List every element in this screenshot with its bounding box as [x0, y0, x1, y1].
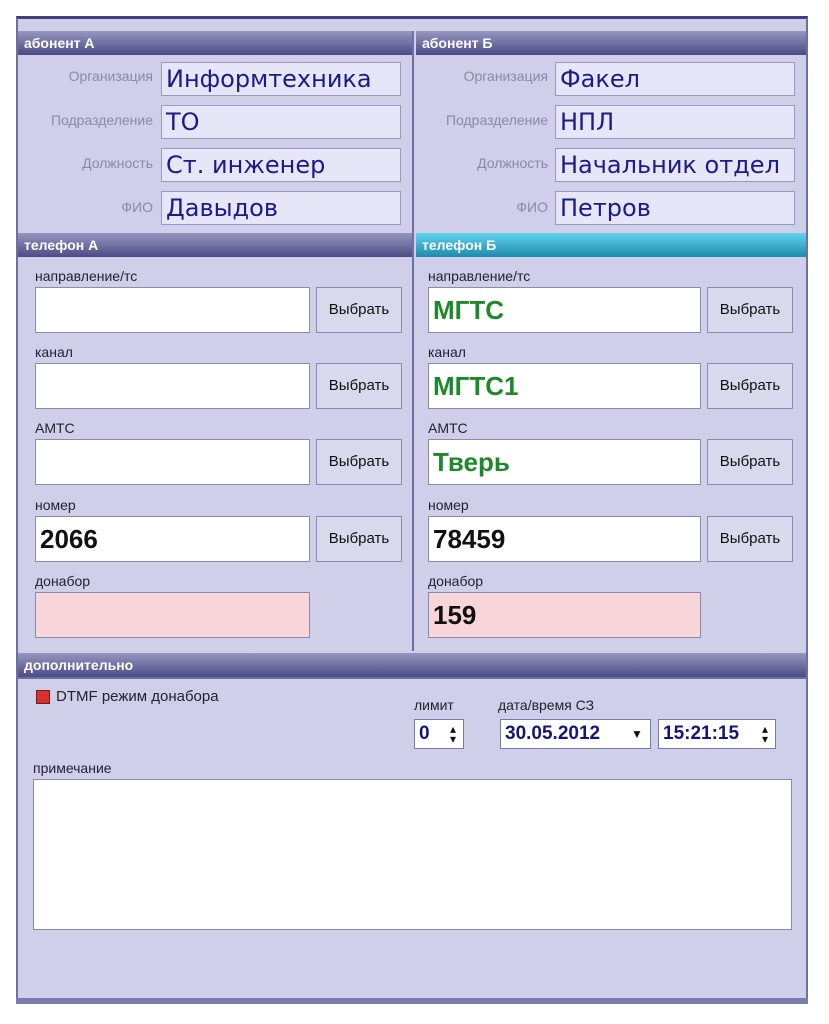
amts-b-input[interactable]: Тверь — [428, 439, 701, 485]
label-number-a: номер — [35, 497, 76, 513]
amts-a-input[interactable] — [35, 439, 310, 485]
subscriber-a-header: абонент А — [18, 31, 412, 55]
extra-b-input[interactable]: 159 — [428, 592, 701, 638]
direction-a-input[interactable] — [35, 287, 310, 333]
label-department-b: Подразделение — [445, 112, 548, 128]
direction-b-input[interactable]: МГТС — [428, 287, 701, 333]
note-textarea[interactable] — [33, 779, 792, 930]
name-a-field[interactable]: Давыдов — [161, 191, 401, 225]
label-amts-a: АМТС — [35, 420, 75, 436]
label-extra-b: донабор — [428, 573, 484, 589]
dtmf-mode-label: DTMF режим донабора — [56, 688, 219, 705]
date-value: 30.05.2012 — [505, 723, 601, 744]
phone-a-header: телефон А — [18, 233, 412, 257]
select-channel-b-button[interactable]: Выбрать — [707, 363, 793, 409]
select-direction-a-button[interactable]: Выбрать — [316, 287, 402, 333]
chevron-down-icon[interactable]: ▼ — [631, 727, 643, 741]
limit-label: лимит — [414, 697, 454, 713]
channel-b-input[interactable]: МГТС1 — [428, 363, 701, 409]
label-department-a: Подразделение — [50, 112, 153, 128]
column-divider — [412, 31, 414, 651]
label-channel-a: канал — [35, 344, 73, 360]
extra-a-input[interactable] — [35, 592, 310, 638]
label-position-a: Должность — [82, 155, 153, 171]
additional-divider — [18, 677, 806, 679]
time-value: 15:21:15 — [663, 723, 740, 744]
organization-a-field[interactable]: Информтехника — [161, 62, 401, 96]
name-b-field[interactable]: Петров — [555, 191, 795, 225]
organization-b-field[interactable]: Факел — [555, 62, 795, 96]
select-amts-a-button[interactable]: Выбрать — [316, 439, 402, 485]
phone-b-header: телефон Б — [416, 233, 806, 257]
select-number-a-button[interactable]: Выбрать — [316, 516, 402, 562]
label-number-b: номер — [428, 497, 469, 513]
limit-value: 0 — [419, 723, 430, 744]
label-name-a: ФИО — [121, 199, 153, 215]
select-channel-a-button[interactable]: Выбрать — [316, 363, 402, 409]
number-b-input[interactable]: 78459 — [428, 516, 701, 562]
label-channel-b: канал — [428, 344, 466, 360]
label-organization-a: Организация — [68, 68, 153, 84]
label-position-b: Должность — [477, 155, 548, 171]
note-label: примечание — [33, 760, 112, 776]
subscriber-b-header: абонент Б — [416, 31, 806, 55]
label-extra-a: донабор — [35, 573, 91, 589]
checkbox-icon[interactable] — [36, 690, 50, 704]
number-a-input[interactable]: 2066 — [35, 516, 310, 562]
date-dropdown[interactable] — [500, 719, 651, 749]
time-spin-arrows-icon[interactable]: ▴ ▾ — [761, 722, 769, 746]
label-direction-b: направление/тс — [428, 268, 531, 284]
select-amts-b-button[interactable]: Выбрать — [707, 439, 793, 485]
label-amts-b: АМТС — [428, 420, 468, 436]
label-direction-a: направление/тс — [35, 268, 138, 284]
channel-a-input[interactable] — [35, 363, 310, 409]
datetime-label: дата/время СЗ — [498, 697, 595, 713]
additional-header: дополнительно — [18, 653, 806, 677]
select-number-b-button[interactable]: Выбрать — [707, 516, 793, 562]
select-direction-b-button[interactable]: Выбрать — [707, 287, 793, 333]
spin-arrows-icon[interactable]: ▴ ▾ — [449, 722, 457, 746]
label-organization-b: Организация — [463, 68, 548, 84]
position-a-field[interactable]: Ст. инженер — [161, 148, 401, 182]
department-b-field[interactable]: НПЛ — [555, 105, 795, 139]
window-bottom-border — [16, 998, 808, 1004]
label-name-b: ФИО — [516, 199, 548, 215]
department-a-field[interactable]: ТО — [161, 105, 401, 139]
position-b-field[interactable]: Начальник отдел — [555, 148, 795, 182]
